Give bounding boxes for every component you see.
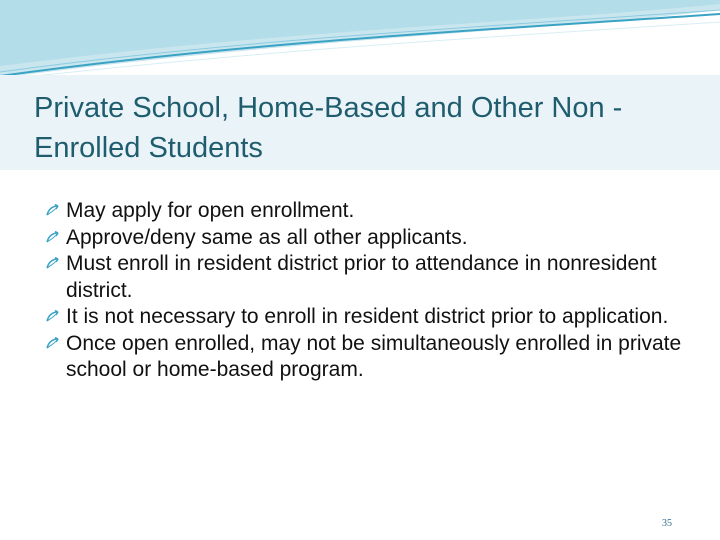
bullet-text: Once open enrolled, may not be simultaneously enrolled in private school or home-based program.: [66, 331, 682, 381]
page-number: 35: [662, 518, 672, 529]
arrow-bullet-icon: [46, 337, 59, 350]
bullet-text: It is not necessary to enroll in resident district prior to application.: [66, 305, 669, 328]
bullet-item: [46, 225, 696, 252]
bullet-item: [46, 251, 696, 304]
arrow-bullet-icon: [46, 204, 59, 217]
slide-title: Private School, Home-Based and Other Non -Enrolled Students: [34, 92, 623, 164]
bullet-item: [46, 198, 696, 225]
bullet-item: [46, 304, 696, 331]
bullet-text: Must enroll in resident district prior to attendance in nonresident district.: [66, 252, 657, 302]
bullet-list: [46, 198, 696, 384]
bullet-text: Approve/deny same as all other applicants.: [66, 225, 468, 249]
arrow-bullet-icon: [46, 231, 59, 244]
bullet-text: May apply for open enrollment.: [66, 199, 355, 222]
arrow-bullet-icon: [46, 310, 59, 323]
arrow-bullet-icon: [46, 257, 59, 270]
bullet-item: [46, 331, 696, 384]
